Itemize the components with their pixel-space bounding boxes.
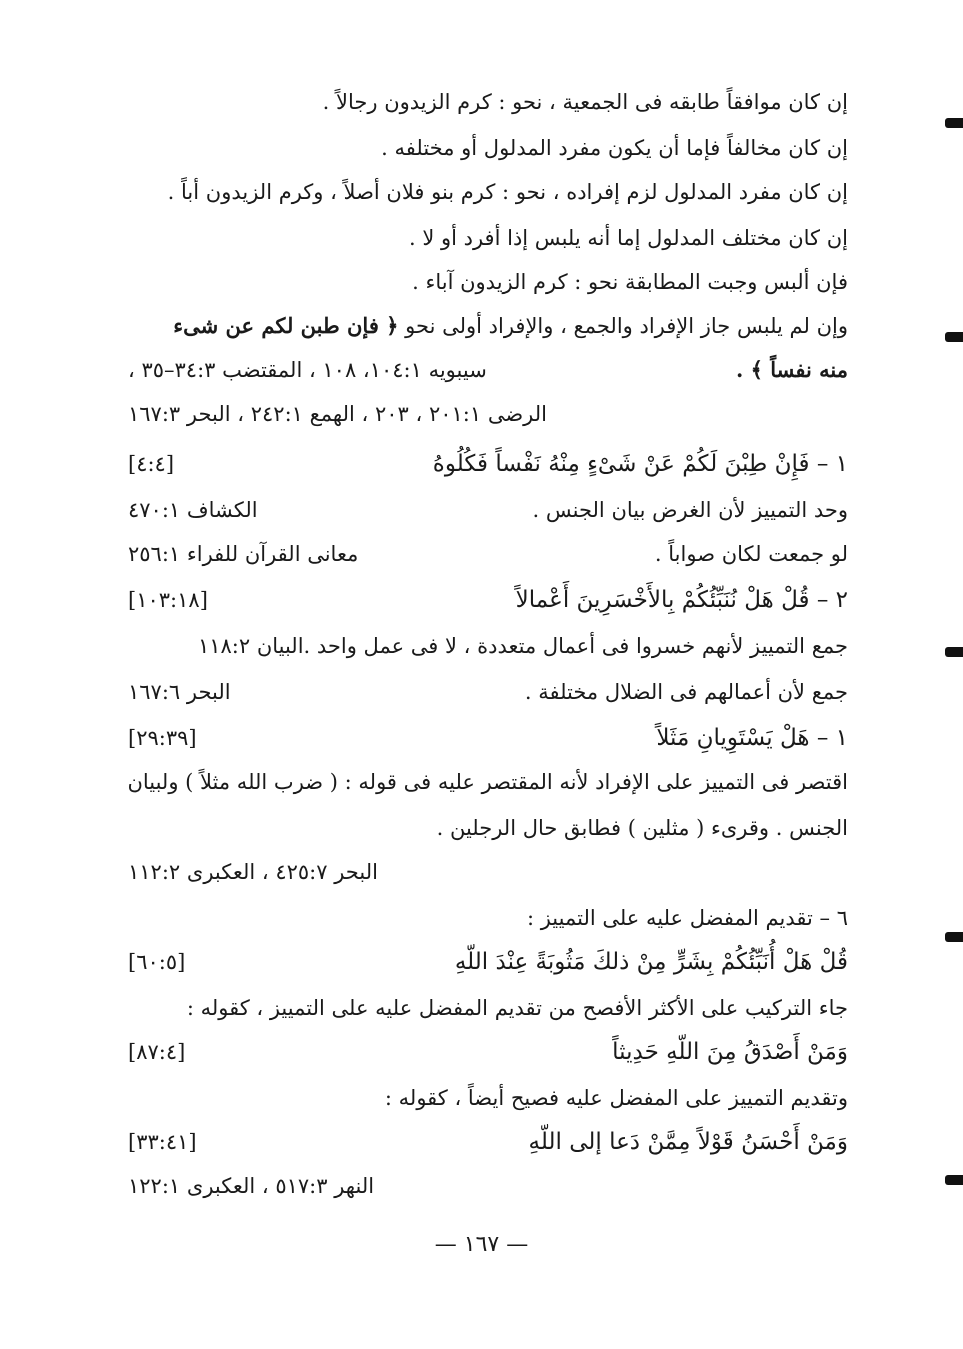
margin-marker <box>945 932 963 942</box>
text-line <box>128 988 848 1028</box>
quran-quote: ﴿ فإن طبن لكم عن شىء <box>173 313 399 338</box>
text-line <box>128 82 848 122</box>
text-line <box>128 218 848 258</box>
verse-reference: [٦٠:٥] <box>128 950 186 974</box>
line-text: جاء التركيب على الأكثر الأفصح من تقديم المفضل عليه على التمييز ، كقوله : <box>186 996 848 1020</box>
source-citation: الرضى ٢٠١:١ ، ٢٠٣ ، الهمع ٢٤٢:١ ، البحر ١٦٧:٣ <box>128 402 548 426</box>
text-line <box>128 718 848 758</box>
text-line <box>128 672 848 712</box>
verse-reference: [٤:٤] <box>128 452 175 476</box>
source-citation: معانى القرآن للفراء ٢٥٦:١ <box>128 542 359 566</box>
text-line <box>128 1078 848 1118</box>
text-line <box>128 626 848 666</box>
source-citation: البحر ٤٢٥:٧ ، العكبرى ١١٢:٢ <box>128 860 378 884</box>
verse-reference: [٣٣:٤١] <box>128 1130 197 1154</box>
quran-verse: ١ – فَإِنْ طِبْنَ لَكُمْ عَنْ شَىْءٍ مِنْهُ نَفْساً فَكُلُوهُ <box>432 451 848 477</box>
line-text: إن كان مفرد المدلول لزم إفراده ، نحو : كرم بنو فلان أصلاً ، وكرم الزيدون أباً . <box>167 180 848 204</box>
quran-verse: وَمَنْ أَحْسَنُ قَوْلاً مِمَّنْ دَعا إلى اللّهِ <box>528 1129 848 1155</box>
source-citation: النهر ٥١٧:٣ ، العكبرى ١٢٢:١ <box>128 1174 375 1198</box>
verse-reference: [٢٩:٣٩] <box>128 726 197 750</box>
text-line <box>128 490 848 530</box>
margin-marker <box>945 332 963 342</box>
verse-reference: [٨٧:٤] <box>128 1040 186 1064</box>
text-line <box>128 128 848 168</box>
line-text: إن كان مختلف المدلول إما أنه يلبس إذا أفرد أو لا . <box>408 226 848 250</box>
text-line <box>128 942 848 982</box>
text-line <box>128 852 848 892</box>
line-text-plain: وإن لم يلبس جاز الإفراد والجمع ، والإفراد أولى نحو <box>405 314 848 338</box>
text-line <box>128 1122 848 1162</box>
source-citation: البحر ١٦٧:٦ <box>128 680 231 704</box>
text-line <box>128 350 848 390</box>
quran-verse: ١ – هَلْ يَسْتَوِيانِ مَثَلاً <box>656 725 848 751</box>
text-line <box>128 306 848 346</box>
text-line <box>128 1166 848 1206</box>
source-citation: سيبويه ١٠٤:١، ١٠٨ ، المقتضب ٣٤:٣–٣٥ ، <box>128 358 487 382</box>
line-text: وتقديم التمييز على المفضل عليه فصيح أيضاً ، كقوله : <box>384 1086 848 1110</box>
source-citation: الكشاف ٤٧٠:١ <box>128 498 258 522</box>
line-text: إن كان موافقاً طابقه فى الجمعية ، نحو : كرم الزيدون رجالاً . <box>322 90 848 114</box>
text-line <box>128 1032 848 1072</box>
quran-quote: منه نفساً ﴾ . <box>736 357 848 382</box>
line-text: الجنس . وقرىء ( مثلين ) فطابق حال الرجلين . <box>436 816 848 840</box>
margin-marker <box>945 647 963 657</box>
text-line <box>128 534 848 574</box>
text-line <box>128 394 848 434</box>
text-line <box>128 898 848 938</box>
line-text: جمع لأن أعمالهم فى الضلال مختلفة . <box>524 680 848 704</box>
page-number: — ١٦٧ — <box>434 1232 529 1257</box>
line-text <box>173 306 848 346</box>
text-line <box>128 580 848 620</box>
line-text: فإن ألبس وجبت المطابقة نحو : كرم الزيدون آباء . <box>412 270 848 294</box>
text-line <box>128 172 848 212</box>
verse-reference: [١٠٣:١٨] <box>128 588 208 612</box>
line-text: اقتصر فى التمييز على الإفراد لأنه المقتصر عليه فى قوله : ( ضرب الله مثلاً ) ولبيان <box>127 770 848 794</box>
text-line <box>128 444 848 484</box>
section-heading: ٦ – تقديم المفضل عليه على التمييز : <box>526 906 848 930</box>
margin-marker <box>945 1175 963 1185</box>
text-line <box>128 262 848 302</box>
line-text: إن كان مخالفاً فإما أن يكون مفرد المدلول أو مختلفه . <box>381 136 848 160</box>
line-text: جمع التمييز لأنهم خسروا فى أعمال متعددة ، لا فى عمل واحد .البيان ١١٨:٢ <box>197 634 848 658</box>
line-text: وحد التمييز لأن الغرض بيان الجنس . <box>532 498 848 522</box>
text-line <box>128 808 848 848</box>
text-line <box>128 762 848 802</box>
quran-verse: وَمَنْ أَصْدَقُ مِنَ اللّهِ حَدِيثاً <box>612 1039 848 1065</box>
quran-verse: ٢ – قُلْ هَلْ نُنَبِّئُكُمْ بِالأَخْسَرِينَ أَعْمالاً <box>515 587 848 613</box>
margin-marker <box>945 118 963 128</box>
quran-verse: قُلْ هَلْ أُنَبِّئُكُمْ بِشَرٍّ مِنْ ذلكَ مَثُوبَةً عِنْدَ اللّهِ <box>454 949 848 975</box>
line-text: لو جمعت لكان صواباً . <box>654 542 848 566</box>
